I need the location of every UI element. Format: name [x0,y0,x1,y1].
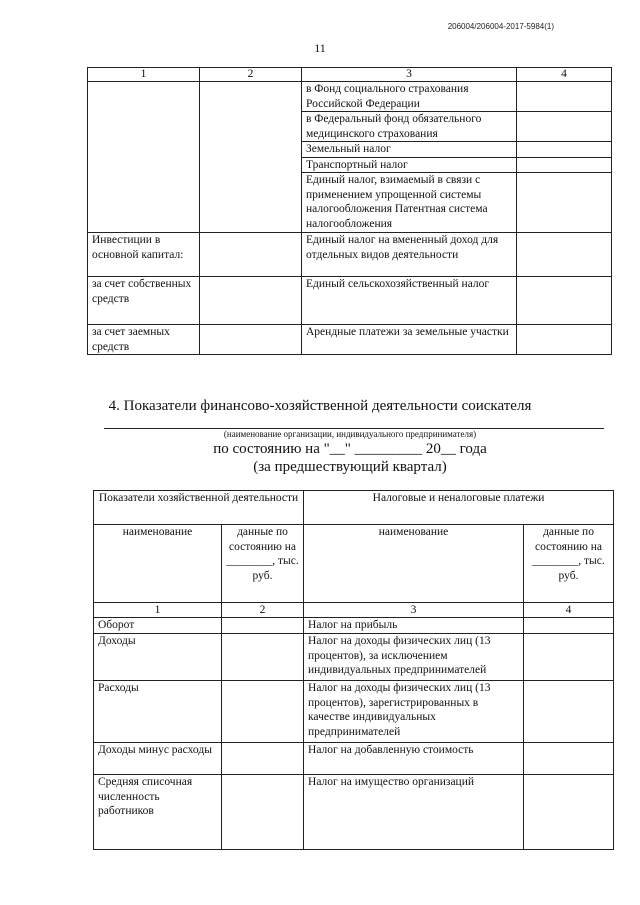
payment-name-cell: Арендные платежи за земельные участки [302,325,517,355]
payment-value-cell [517,142,612,158]
payment-value-cell [517,173,612,233]
payments-table-continuation [87,67,612,355]
indicator-value-cell [200,325,302,355]
payment-value-cell [517,233,612,277]
indicator-cell: Доходы [94,634,222,681]
table-row [94,775,614,850]
indicator-cell: за счет собственных средств [88,277,200,325]
table-row [88,68,612,82]
column-number-3: 3 [302,68,517,82]
payment-name-cell: в Федеральный фонд обязательного медицинского страхования [302,112,517,142]
table-row [94,743,614,775]
payment-value-cell [517,157,612,173]
payment-value-cell [524,618,614,634]
payment-name-cell: Единый сельскохозяйственный налог [302,277,517,325]
page-number: 11 [314,41,326,55]
column-number-3: 3 [304,603,524,618]
group-header-payments: Налоговые и неналоговые платежи [304,491,614,525]
indicator-value-cell [200,233,302,277]
payment-name-cell: в Фонд социального страхования Российской Федерации [302,82,517,112]
payment-name-cell: Налог на имущество организаций [304,775,524,850]
column-number-2: 2 [200,68,302,82]
payment-value-cell [524,743,614,775]
table-row [94,491,614,525]
table-row [94,634,614,681]
indicator-cell: Оборот [94,618,222,634]
quarter-line: (за предшествующий квартал) [253,459,447,475]
column-header-payment-name: наименование [304,525,524,603]
column-number-2: 2 [222,603,304,618]
column-header-name: наименование [94,525,222,603]
indicator-cell [88,82,200,233]
indicator-cell: Доходы минус расходы [94,743,222,775]
payment-value-cell [524,681,614,743]
table-row [94,618,614,634]
table-row [94,525,614,603]
table-row [94,681,614,743]
payment-value-cell [524,775,614,850]
payment-name-cell: Единый налог на вмененный доход для отдельных видов деятельности [302,233,517,277]
payment-name-cell: Единый налог, взимаемый в связи с применением упрощенной системы налогообложения Патентная система налогообложения [302,173,517,233]
payment-name-cell: Транспортный налог [302,157,517,173]
table-row [88,233,612,277]
indicator-cell: Инвестиции в основной капитал: [88,233,200,277]
as-of-date-line: по состоянию на "__" _________ 20__ года [213,441,487,457]
financial-indicators-table [93,490,614,850]
table-row [88,82,612,112]
section-title: 4. Показатели финансово-хозяйственной деятельности соискателя [108,398,532,414]
table-row [88,277,612,325]
indicator-value-cell [200,277,302,325]
payment-value-cell [517,277,612,325]
column-number-4: 4 [517,68,612,82]
indicator-cell: Расходы [94,681,222,743]
indicator-value-cell [222,634,304,681]
document-id: 206004/206004-2017-5984(1) [447,22,554,31]
indicator-value-cell [200,82,302,233]
payment-value-cell [517,325,612,355]
indicator-value-cell [222,681,304,743]
column-header-payment-data: данные по состоянию на ________, тыс. руб. [524,525,614,603]
payment-name-cell: Налог на доходы физических лиц (13 процентов), за исключением индивидуальных предпринимателей [304,634,524,681]
column-header-data: данные по состоянию на ________, тыс. руб. [222,525,304,603]
indicator-cell: Средняя списочная численность работников [94,775,222,850]
payment-name-cell: Налог на прибыль [304,618,524,634]
column-number-1: 1 [94,603,222,618]
indicator-cell: за счет заемных средств [88,325,200,355]
indicator-value-cell [222,775,304,850]
payment-name-cell: Налог на доходы физических лиц (13 процентов), зарегистрированных в качестве индивидуальных предпринимателей [304,681,524,743]
payment-name-cell: Земельный налог [302,142,517,158]
organization-caption: (наименование организации, индивидуального предпринимателя) [223,429,477,439]
group-header-indicators: Показатели хозяйственной деятельности [94,491,304,525]
payment-value-cell [517,112,612,142]
payment-value-cell [524,634,614,681]
indicator-value-cell [222,743,304,775]
indicator-value-cell [222,618,304,634]
payment-name-cell: Налог на добавленную стоимость [304,743,524,775]
table-row [94,603,614,618]
payment-value-cell [517,82,612,112]
table-row [88,325,612,355]
column-number-4: 4 [524,603,614,618]
column-number-1: 1 [88,68,200,82]
